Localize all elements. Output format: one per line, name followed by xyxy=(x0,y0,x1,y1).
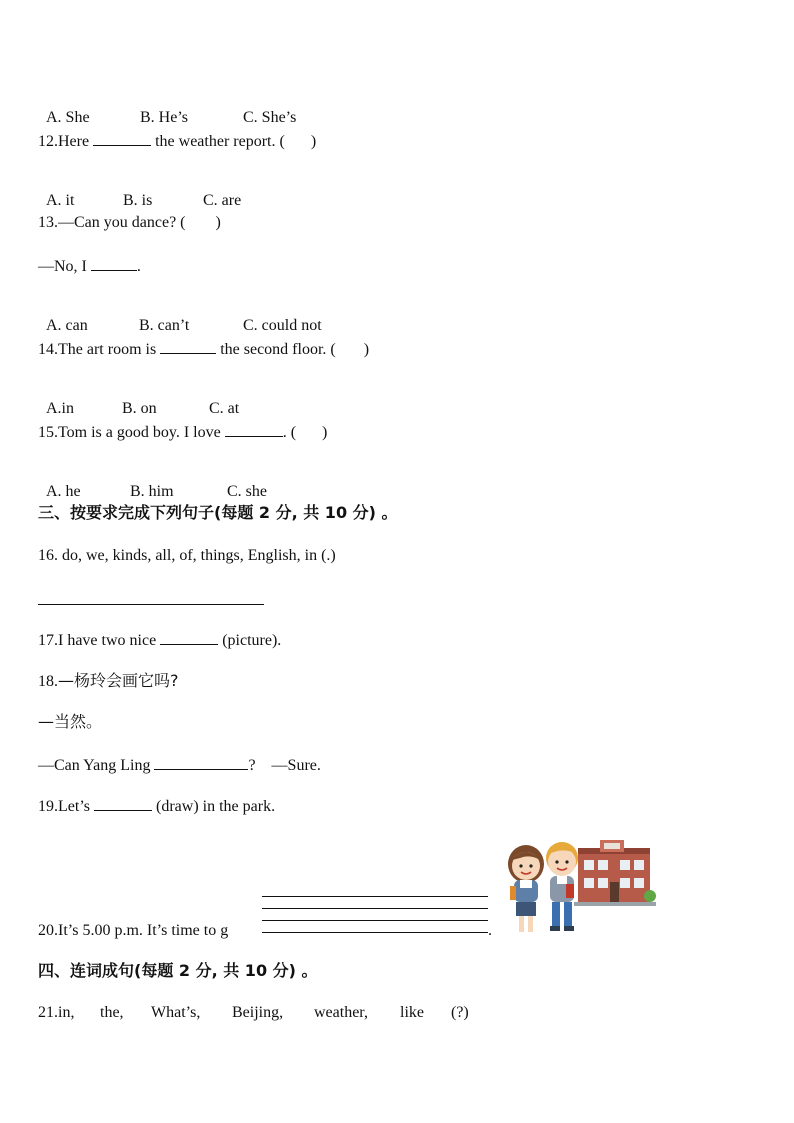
school-building-icon xyxy=(574,840,656,906)
q18-chinese-answer: —当然。 xyxy=(38,712,103,731)
q11-option-a: A. She xyxy=(46,109,90,126)
q20-guide-line-1 xyxy=(262,896,488,897)
q16-answer-line[interactable] xyxy=(38,604,264,605)
section-3-heading: 三、按要求完成下列句子(每题 2 分, 共 10 分) 。 xyxy=(38,503,398,522)
q14-option-c: C. at xyxy=(209,400,240,417)
q17-text-post: (picture). xyxy=(218,632,282,649)
section-4-heading: 四、连词成句(每题 2 分, 共 10 分) 。 xyxy=(38,961,318,980)
girl-student-icon xyxy=(508,845,544,932)
q13-option-c: C. could not xyxy=(243,317,322,334)
q15-text-post: . ( xyxy=(282,424,297,441)
q14-blank[interactable] xyxy=(160,338,216,354)
q21-word-2: the, xyxy=(100,1004,124,1021)
q15-number: 15. xyxy=(38,424,58,441)
q13-question xyxy=(38,213,221,233)
q15-question xyxy=(38,421,327,443)
q18-blank[interactable] xyxy=(154,754,248,770)
q14-close-paren: ) xyxy=(363,341,370,358)
students-and-school-illustration xyxy=(500,838,656,936)
illustration-svg xyxy=(500,838,656,936)
q12-close-paren: ) xyxy=(310,133,317,150)
q12-option-c: C. are xyxy=(203,192,242,209)
q15-blank[interactable] xyxy=(225,421,283,437)
q13-close-paren: ) xyxy=(215,214,221,231)
boy-student-icon xyxy=(546,842,578,931)
q18-cn-question: —杨玲会画它吗? xyxy=(58,671,179,690)
q18-en-post: ? —Sure. xyxy=(248,757,321,774)
q11-option-b: B. He’s xyxy=(140,109,188,126)
q13-answer-post: . xyxy=(136,258,141,275)
q19-text-pre: 19.Let’s xyxy=(38,798,94,815)
q17-blank[interactable] xyxy=(160,629,218,645)
q17-question xyxy=(38,629,281,651)
q15-option-a: A. he xyxy=(46,483,81,500)
q12-option-a: A. it xyxy=(46,192,75,209)
q13-option-b: B. can’t xyxy=(139,317,190,334)
q21-word-4: Beijing, xyxy=(232,1004,284,1021)
q12-option-b: B. is xyxy=(123,192,153,209)
q21-number: 21. xyxy=(38,1004,58,1021)
q11-option-c: C. She’s xyxy=(243,109,297,126)
q13-number: 13. xyxy=(38,214,58,231)
q13-options xyxy=(38,296,322,336)
q16-question: 16. do, we, kinds, all, of, things, English, in (.) xyxy=(38,547,336,564)
q13-answer xyxy=(38,255,141,277)
q19-question xyxy=(38,795,275,817)
q13-blank[interactable] xyxy=(91,255,137,271)
q14-option-b: B. on xyxy=(122,400,157,417)
q15-option-c: C. she xyxy=(227,483,267,500)
q14-question xyxy=(38,338,369,360)
q12-text-pre: Here xyxy=(58,133,94,150)
q18-en-pre: —Can Yang Ling xyxy=(38,757,155,774)
q18-number: 18. xyxy=(38,673,58,690)
q20-guide-line-3 xyxy=(262,920,488,921)
q13-answer-pre: —No, I xyxy=(38,258,91,275)
q20-period: . xyxy=(488,922,492,939)
q12-options xyxy=(38,171,241,211)
q21-question xyxy=(38,1003,469,1023)
q19-text-post: (draw) in the park. xyxy=(152,798,276,815)
q17-text-pre: 17.I have two nice xyxy=(38,632,161,649)
q15-options xyxy=(38,462,267,502)
q21-word-3: What’s, xyxy=(151,1004,201,1021)
q19-blank[interactable] xyxy=(94,795,152,811)
q12-question xyxy=(38,130,316,152)
q14-text-post: the second floor. ( xyxy=(216,341,336,358)
q14-text-pre: The art room is xyxy=(58,341,161,358)
q15-close-paren: ) xyxy=(322,424,328,441)
q20-guide-line-4[interactable] xyxy=(262,932,488,933)
q18-english xyxy=(38,754,321,776)
q12-text-post: the weather report. ( xyxy=(151,133,285,150)
q21-word-6: like xyxy=(400,1004,424,1021)
q15-text-pre: Tom is a good boy. I love xyxy=(58,424,225,441)
q12-blank[interactable] xyxy=(93,130,151,146)
q14-option-a: A.in xyxy=(46,400,74,417)
q18-chinese-question xyxy=(38,671,179,692)
q13-text: —Can you dance? ( xyxy=(58,214,186,231)
q21-word-7: (?) xyxy=(451,1004,469,1021)
q11-options xyxy=(38,88,296,128)
q20-question: 20.It’s 5.00 p.m. It’s time to g xyxy=(38,922,229,939)
q15-option-b: B. him xyxy=(130,483,174,500)
q14-options xyxy=(38,379,239,419)
q21-word-5: weather, xyxy=(314,1004,368,1021)
q20-guide-line-2 xyxy=(262,908,488,909)
q12-number: 12. xyxy=(38,133,58,150)
q21-word-1: in, xyxy=(58,1004,75,1021)
q13-option-a: A. can xyxy=(46,317,88,334)
q14-number: 14. xyxy=(38,341,58,358)
